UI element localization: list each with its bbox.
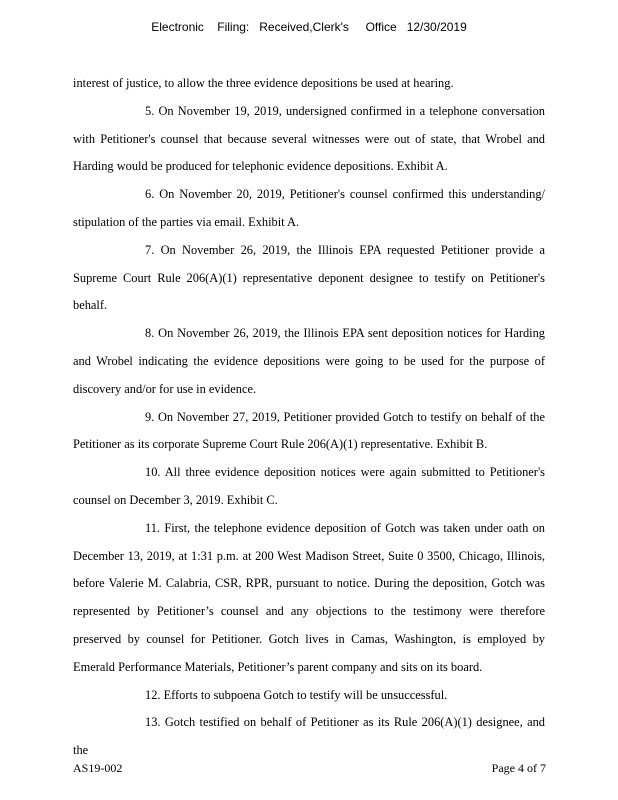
paragraph-5: 5. On November 19, 2019, undersigned confirmed in a telephone conversation with Petitioner's counsel that because several witnesses were out of state, that Wrobel and Harding would be produced for telephonic evidence depositions. Exhibit A.	[73, 103, 545, 174]
case-number: AS19-002	[73, 761, 123, 775]
document-body	[73, 70, 545, 765]
page-number: Page 4 of 7	[491, 761, 546, 775]
filing-header: Electronic Filing: Received,Clerk's Office 12/30/2019	[151, 20, 467, 34]
paragraph-9: 9. On November 27, 2019, Petitioner provided Gotch to testify on behalf of the Petitioner as its corporate Supreme Court Rule 206(A)(1) representative. Exhibit B.	[73, 409, 545, 452]
paragraph-8: 8. On November 26, 2019, the Illinois EPA sent deposition notices for Harding and Wrobel indicating the evidence depositions were going to be used for the purpose of discovery and/or for use in evidence.	[73, 326, 545, 396]
paragraph-12: 12. Efforts to subpoena Gotch to testify will be unsuccessful.	[145, 687, 448, 702]
paragraph-7: 7. On November 26, 2019, the Illinois EPA requested Petitioner provide a Supreme Court Rule 206(A)(1) representative deponent designee to testify on Petitioner's behalf.	[73, 242, 545, 313]
paragraph-6: 6. On November 20, 2019, Petitioner's counsel confirmed this understanding/ stipulation of the parties via email. Exhibit A.	[73, 187, 545, 229]
paragraph-11: 11. First, the telephone evidence deposition of Gotch was taken under oath on December 13, 2019, at 1:31 p.m. at 200 West Madison Street, Suite 0 3500, Chicago, Illinois, before Valerie M. Calabria, CSR, RPR, pursuant to notice. During the deposition, Gotch was represented by Petitioner’s counsel and any objections to the testimony were therefore preserved by counsel for Petitioner. Gotch lives in Camas, Washington, is employed by Emerald Performance Materials, Petitioner’s parent company and sits on its board.	[73, 520, 545, 674]
paragraph-13: 13. Gotch testified on behalf of Petitioner as its Rule 206(A)(1) designee, and the	[73, 715, 545, 758]
paragraph-continuation: interest of justice, to allow the three evidence depositions be used at hearing.	[73, 76, 454, 90]
paragraph-10: 10. All three evidence deposition notices were again submitted to Petitioner's counsel on December 3, 2019. Exhibit C.	[73, 465, 545, 507]
